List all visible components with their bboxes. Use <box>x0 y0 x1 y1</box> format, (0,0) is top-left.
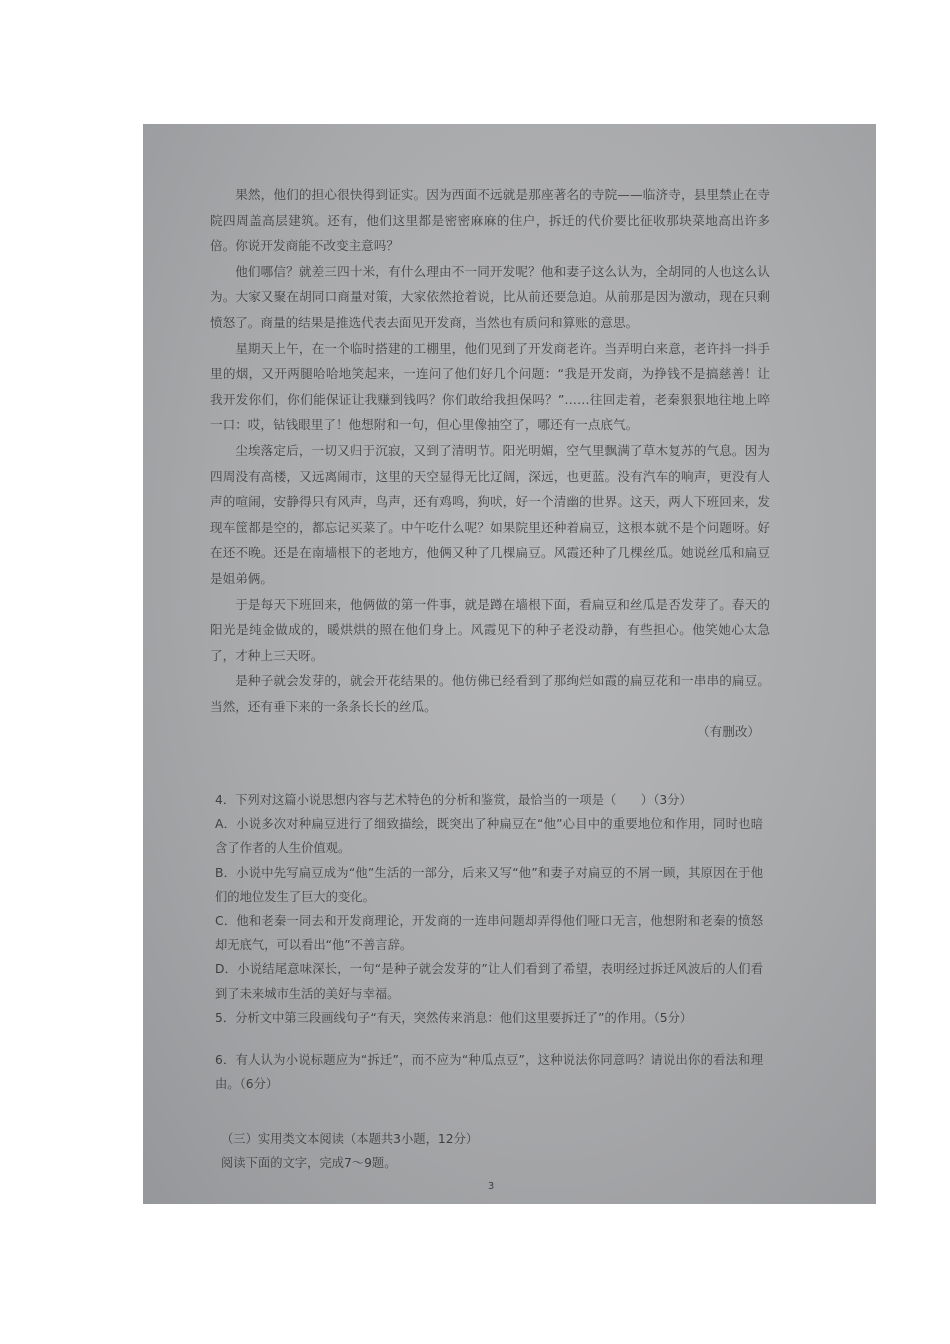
question-6: 6．有人认为小说标题应为“拆迁”，而不应为“种瓜点豆”，这种说法你同意吗？请说出你的看法和理由。（6分） <box>215 1053 763 1092</box>
paragraph-3: 星期天上午，在一个临时搭建的工棚里，他们见到了开发商老许。当弄明白来意，老许抖一抖手里的烟，又开两腿哈哈地笑起来，一连问了他们好几个问题：“我是开发商，为挣钱不是搞慈善！让我开发你们，你们能保证让我赚到钱吗？你们敢给我担保吗？”……往回走着，老秦狠狠地往地上啐一口：哎，钻钱眼里了！他想附和一句，但心里像抽空了，哪还有一点底气。 <box>210 340 770 433</box>
paragraph-4: 尘埃落定后，一切又归于沉寂，又到了清明节。阳光明媚，空气里飘满了草木复苏的气息。因为四周没有高楼，又远离闹市，这里的天空显得无比辽阔，深远，也更蓝。没有汽车的响声，更没有人声的喧闹，安静得只有风声，鸟声，还有鸡鸣，狗吠，好一个清幽的世界。这天，两人下班回来，发现车筐都是空的，都忘记买菜了。中午吃什么呢？如果院里还种着扁豆，这根本就不是个问题呀。好在还不晚。还是在南墙根下的老地方，他俩又种了几棵扁豆。风霞还种了几棵丝瓜。她说丝瓜和扁豆是姐弟俩。 <box>210 442 770 586</box>
question-4-option-a: A．小说多次对种扁豆进行了细致描绘，既突出了种扁豆在“他”心目中的重要地位和作用，同时也暗含了作者的人生价值观。 <box>215 817 763 856</box>
section-3-block <box>221 1127 761 1175</box>
photographed-page <box>143 124 876 1204</box>
paragraph-2: 他们哪信？就差三四十米，有什么理由不一同开发呢？他和妻子这么认为，全胡同的人也这么认为。大家又聚在胡同口商量对策，大家依然抢着说，比从前还要急迫。从前那是因为激动，现在只剩愤怒了。商量的结果是推选代表去面见开发商，当然也有质问和算账的意思。 <box>210 263 770 330</box>
question-4-option-c: C．他和老秦一同去和开发商理论，开发商的一连串问题却弄得他们哑口无言，他想附和老秦的愤怒却无底气，可以看出“他”不善言辞。 <box>215 914 763 953</box>
story-passage <box>210 182 770 745</box>
question-4-stem: 4．下列对这篇小说思想内容与艺术特色的分析和鉴赏，最恰当的一项是（ ）（3分） <box>215 793 692 807</box>
section-3-instruction: 阅读下面的文字，完成7～9题。 <box>221 1156 397 1171</box>
section-3-title: （三）实用类文本阅读（本题共3小题，12分） <box>221 1132 479 1146</box>
paragraph-6: 是种子就会发芽的，就会开花结果的。他仿佛已经看到了那绚烂如霞的扁豆花和一串串的扁豆。当然，还有垂下来的一条条长长的丝瓜。 <box>210 673 770 714</box>
paragraph-5: 于是每天下班回来，他俩做的第一件事，就是蹲在墙根下面，看扁豆和丝瓜是否发芽了。春天的阳光是纯金做成的，暖烘烘的照在他们身上。风霞见下的种子老没动静，有些担心。他笑她心太急了，才种上三天呀。 <box>210 596 770 663</box>
source-note: （有删改） <box>697 724 760 740</box>
paragraph-1: 果然，他们的担心很快得到证实。因为西面不远就是那座著名的寺院——临济寺，县里禁止在寺院四周盖高层建筑。还有，他们这里都是密密麻麻的住户，拆迁的代价要比征收那块菜地高出许多倍。你说开发商能不改变主意吗？ <box>210 187 770 254</box>
page-number: 3 <box>487 1181 495 1192</box>
question-block <box>215 788 763 1096</box>
question-4-option-b: B．小说中先写扁豆成为“他”生活的一部分，后来又写“他”和妻子对扁豆的不屑一顾，其原因在于他们的地位发生了巨大的变化。 <box>215 865 763 904</box>
question-4-option-d: D．小说结尾意味深长，一句“是种子就会发芽的”让人们看到了希望，表明经过拆迁风波后的人们看到了未来城市生活的美好与幸福。 <box>215 962 763 1001</box>
question-5: 5．分析文中第三段画线句子“有天，突然传来消息：他们这里要拆迁了”的作用。（5分） <box>215 1010 693 1025</box>
